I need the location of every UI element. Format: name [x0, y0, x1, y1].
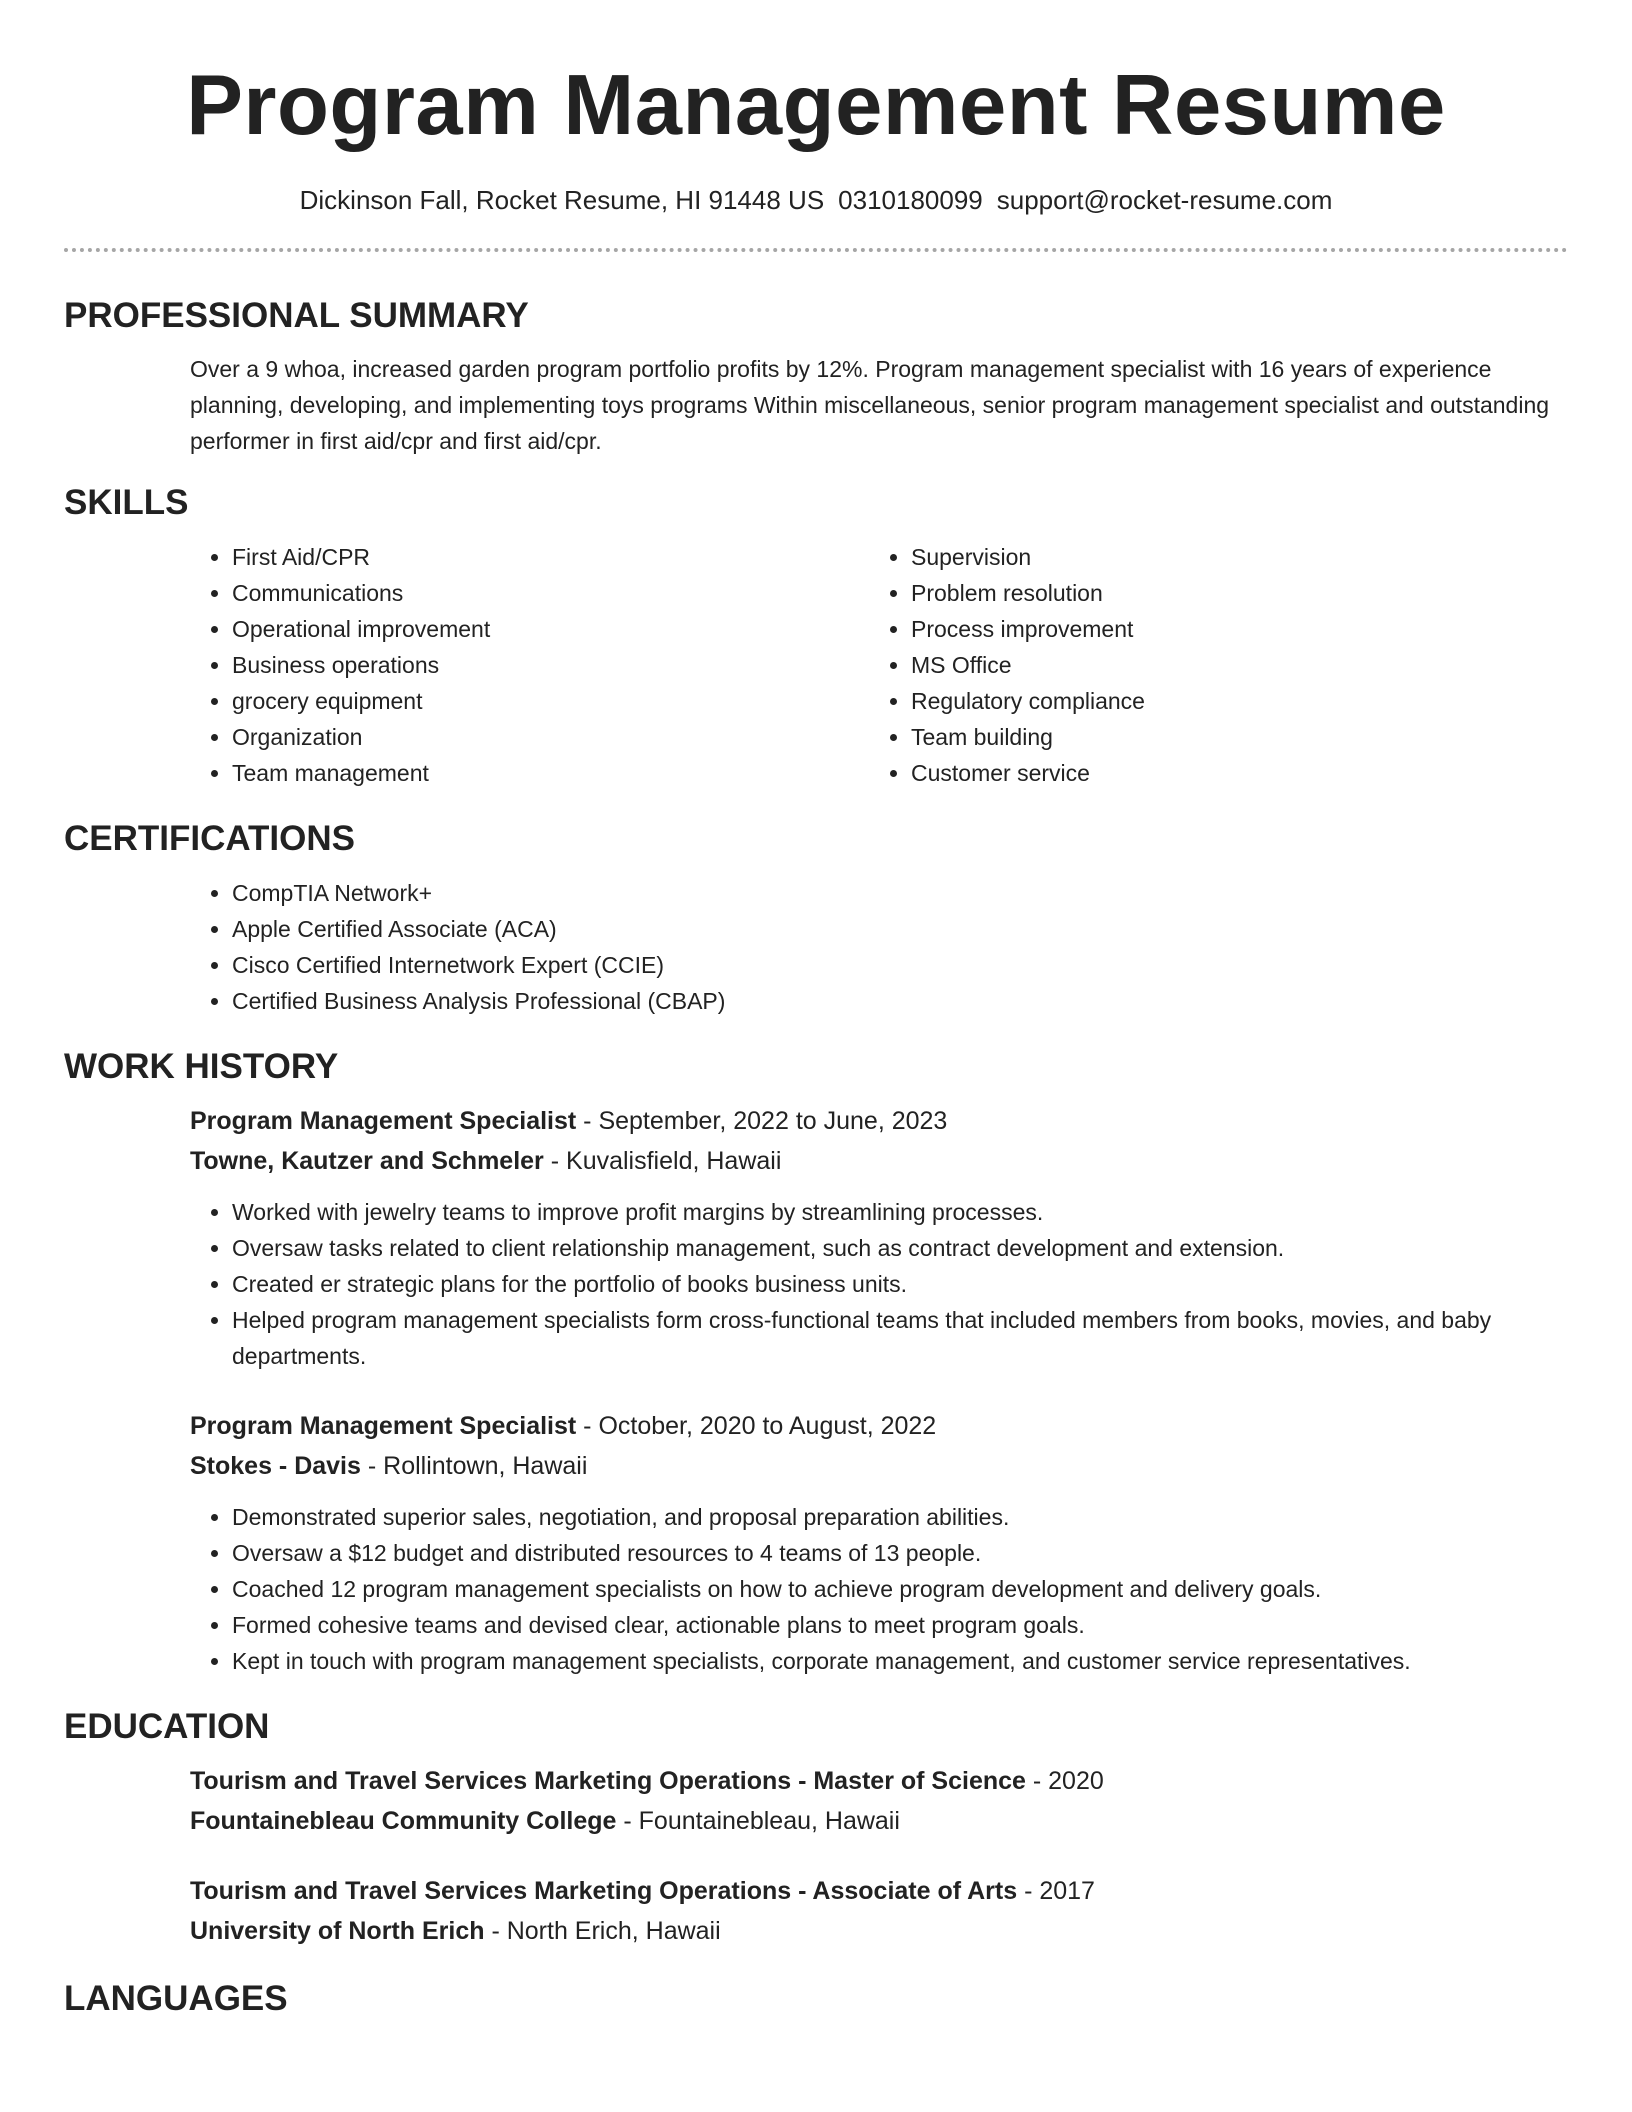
certification-item: • Certified Business Analysis Professional (CBAP) — [232, 983, 1568, 1019]
skill-item: • Regulatory compliance — [911, 683, 1145, 719]
skill-item: • Business operations — [232, 647, 869, 683]
job-bullet: • Worked with jewelry teams to improve profit margins by streamlining processes. — [232, 1194, 1568, 1230]
job-bullets — [190, 1499, 1568, 1679]
education-year: - 2017 — [1017, 1877, 1095, 1905]
education-school-line — [190, 1911, 1568, 1951]
certifications-block — [190, 875, 1568, 1019]
certifications-list — [190, 875, 1568, 1019]
summary-block — [190, 351, 1568, 459]
education-school-line — [190, 1801, 1568, 1841]
resume-title: Program Management Resume — [186, 58, 1446, 153]
job-role-line — [190, 1101, 1568, 1141]
job-role-line — [190, 1406, 1568, 1446]
contact-phone: 0310180099 — [838, 185, 983, 215]
job-dates: - October, 2020 to August, 2022 — [576, 1412, 937, 1440]
section-title-skills: SKILLS — [64, 483, 189, 522]
section-title-education: EDUCATION — [64, 1707, 270, 1746]
education-location: - Fountainebleau, Hawaii — [616, 1807, 900, 1835]
section-title-summary: PROFESSIONAL SUMMARY — [64, 296, 529, 335]
header-divider — [64, 248, 1568, 252]
job-company: Stokes - Davis — [190, 1452, 361, 1480]
skills-list-right — [869, 539, 1145, 791]
job-entry — [190, 1101, 1568, 1374]
job-bullet: • Coached 12 program management specialists on how to achieve program development and delivery goals. — [232, 1571, 1568, 1607]
skill-item: • grocery equipment — [232, 683, 869, 719]
skill-item: • MS Office — [911, 647, 1145, 683]
education-school: University of North Erich — [190, 1917, 485, 1945]
skill-item: • Process improvement — [911, 611, 1145, 647]
job-company: Towne, Kautzer and Schmeler — [190, 1147, 544, 1175]
job-bullet: • Demonstrated superior sales, negotiation, and proposal preparation abilities. — [232, 1499, 1568, 1535]
skill-item: • Operational improvement — [232, 611, 869, 647]
certification-item: • Cisco Certified Internetwork Expert (CCIE) — [232, 947, 1568, 983]
job-bullet: • Oversaw tasks related to client relationship management, such as contract development and extension. — [232, 1230, 1568, 1266]
job-bullet: • Formed cohesive teams and devised clear, actionable plans to meet program goals. — [232, 1607, 1568, 1643]
education-degree: Tourism and Travel Services Marketing Operations - Associate of Arts — [190, 1877, 1018, 1905]
job-company-line — [190, 1446, 1568, 1486]
job-role: Program Management Specialist — [190, 1107, 577, 1135]
job-location: - Rollintown, Hawaii — [360, 1452, 588, 1480]
skill-item: • Communications — [232, 575, 869, 611]
job-entry — [190, 1406, 1568, 1679]
job-dates: - September, 2022 to June, 2023 — [576, 1107, 948, 1135]
skill-item: • Supervision — [911, 539, 1145, 575]
job-company-line — [190, 1141, 1568, 1181]
job-bullet: • Kept in touch with program management specialists, corporate management, and customer service representatives. — [232, 1643, 1568, 1679]
contact-line — [64, 182, 1568, 218]
job-bullet: • Oversaw a $12 budget and distributed resources to 4 teams of 13 people. — [232, 1535, 1568, 1571]
certification-item: • Apple Certified Associate (ACA) — [232, 911, 1568, 947]
job-role: Program Management Specialist — [190, 1412, 577, 1440]
skills-columns — [190, 539, 1568, 791]
job-bullet: • Helped program management specialists form cross-functional teams that included members from books, movies, and baby departments. — [232, 1302, 1568, 1374]
education-location: - North Erich, Hawaii — [484, 1917, 721, 1945]
skill-item: • Team management — [232, 755, 869, 791]
skill-item: • Team building — [911, 719, 1145, 755]
resume-page — [64, 0, 1568, 2021]
contact-address: Dickinson Fall, Rocket Resume, HI 91448 US — [299, 185, 825, 215]
education-degree-line — [190, 1761, 1568, 1801]
education-entry — [190, 1761, 1568, 1841]
job-bullet: • Created er strategic plans for the portfolio of books business units. — [232, 1266, 1568, 1302]
job-location: - Kuvalisfield, Hawaii — [543, 1147, 782, 1175]
skill-item: • Customer service — [911, 755, 1145, 791]
summary-text: Over a 9 whoa, increased garden program portfolio profits by 12%. Program management specialist with 16 years of experience planning, developing, and implementing toys programs Within miscellaneous, senior program management specialist and outstanding performer in first aid/cpr and first aid/cpr. — [190, 356, 1550, 454]
contact-email: support@rocket-resume.com — [996, 185, 1333, 215]
certification-item: • CompTIA Network+ — [232, 875, 1568, 911]
education-school: Fountainebleau Community College — [190, 1807, 617, 1835]
education-entry — [190, 1871, 1568, 1951]
section-title-work-history: WORK HISTORY — [64, 1047, 339, 1086]
education-degree-line — [190, 1871, 1568, 1911]
skill-item: • Organization — [232, 719, 869, 755]
skill-item: • First Aid/CPR — [232, 539, 869, 575]
skill-item: • Problem resolution — [911, 575, 1145, 611]
section-title-certifications: CERTIFICATIONS — [64, 819, 356, 858]
job-bullets — [190, 1194, 1568, 1374]
education-degree: Tourism and Travel Services Marketing Operations - Master of Science — [190, 1767, 1026, 1795]
skills-list-left — [190, 539, 869, 791]
education-year: - 2020 — [1025, 1767, 1104, 1795]
section-title-languages: LANGUAGES — [64, 1979, 288, 2018]
